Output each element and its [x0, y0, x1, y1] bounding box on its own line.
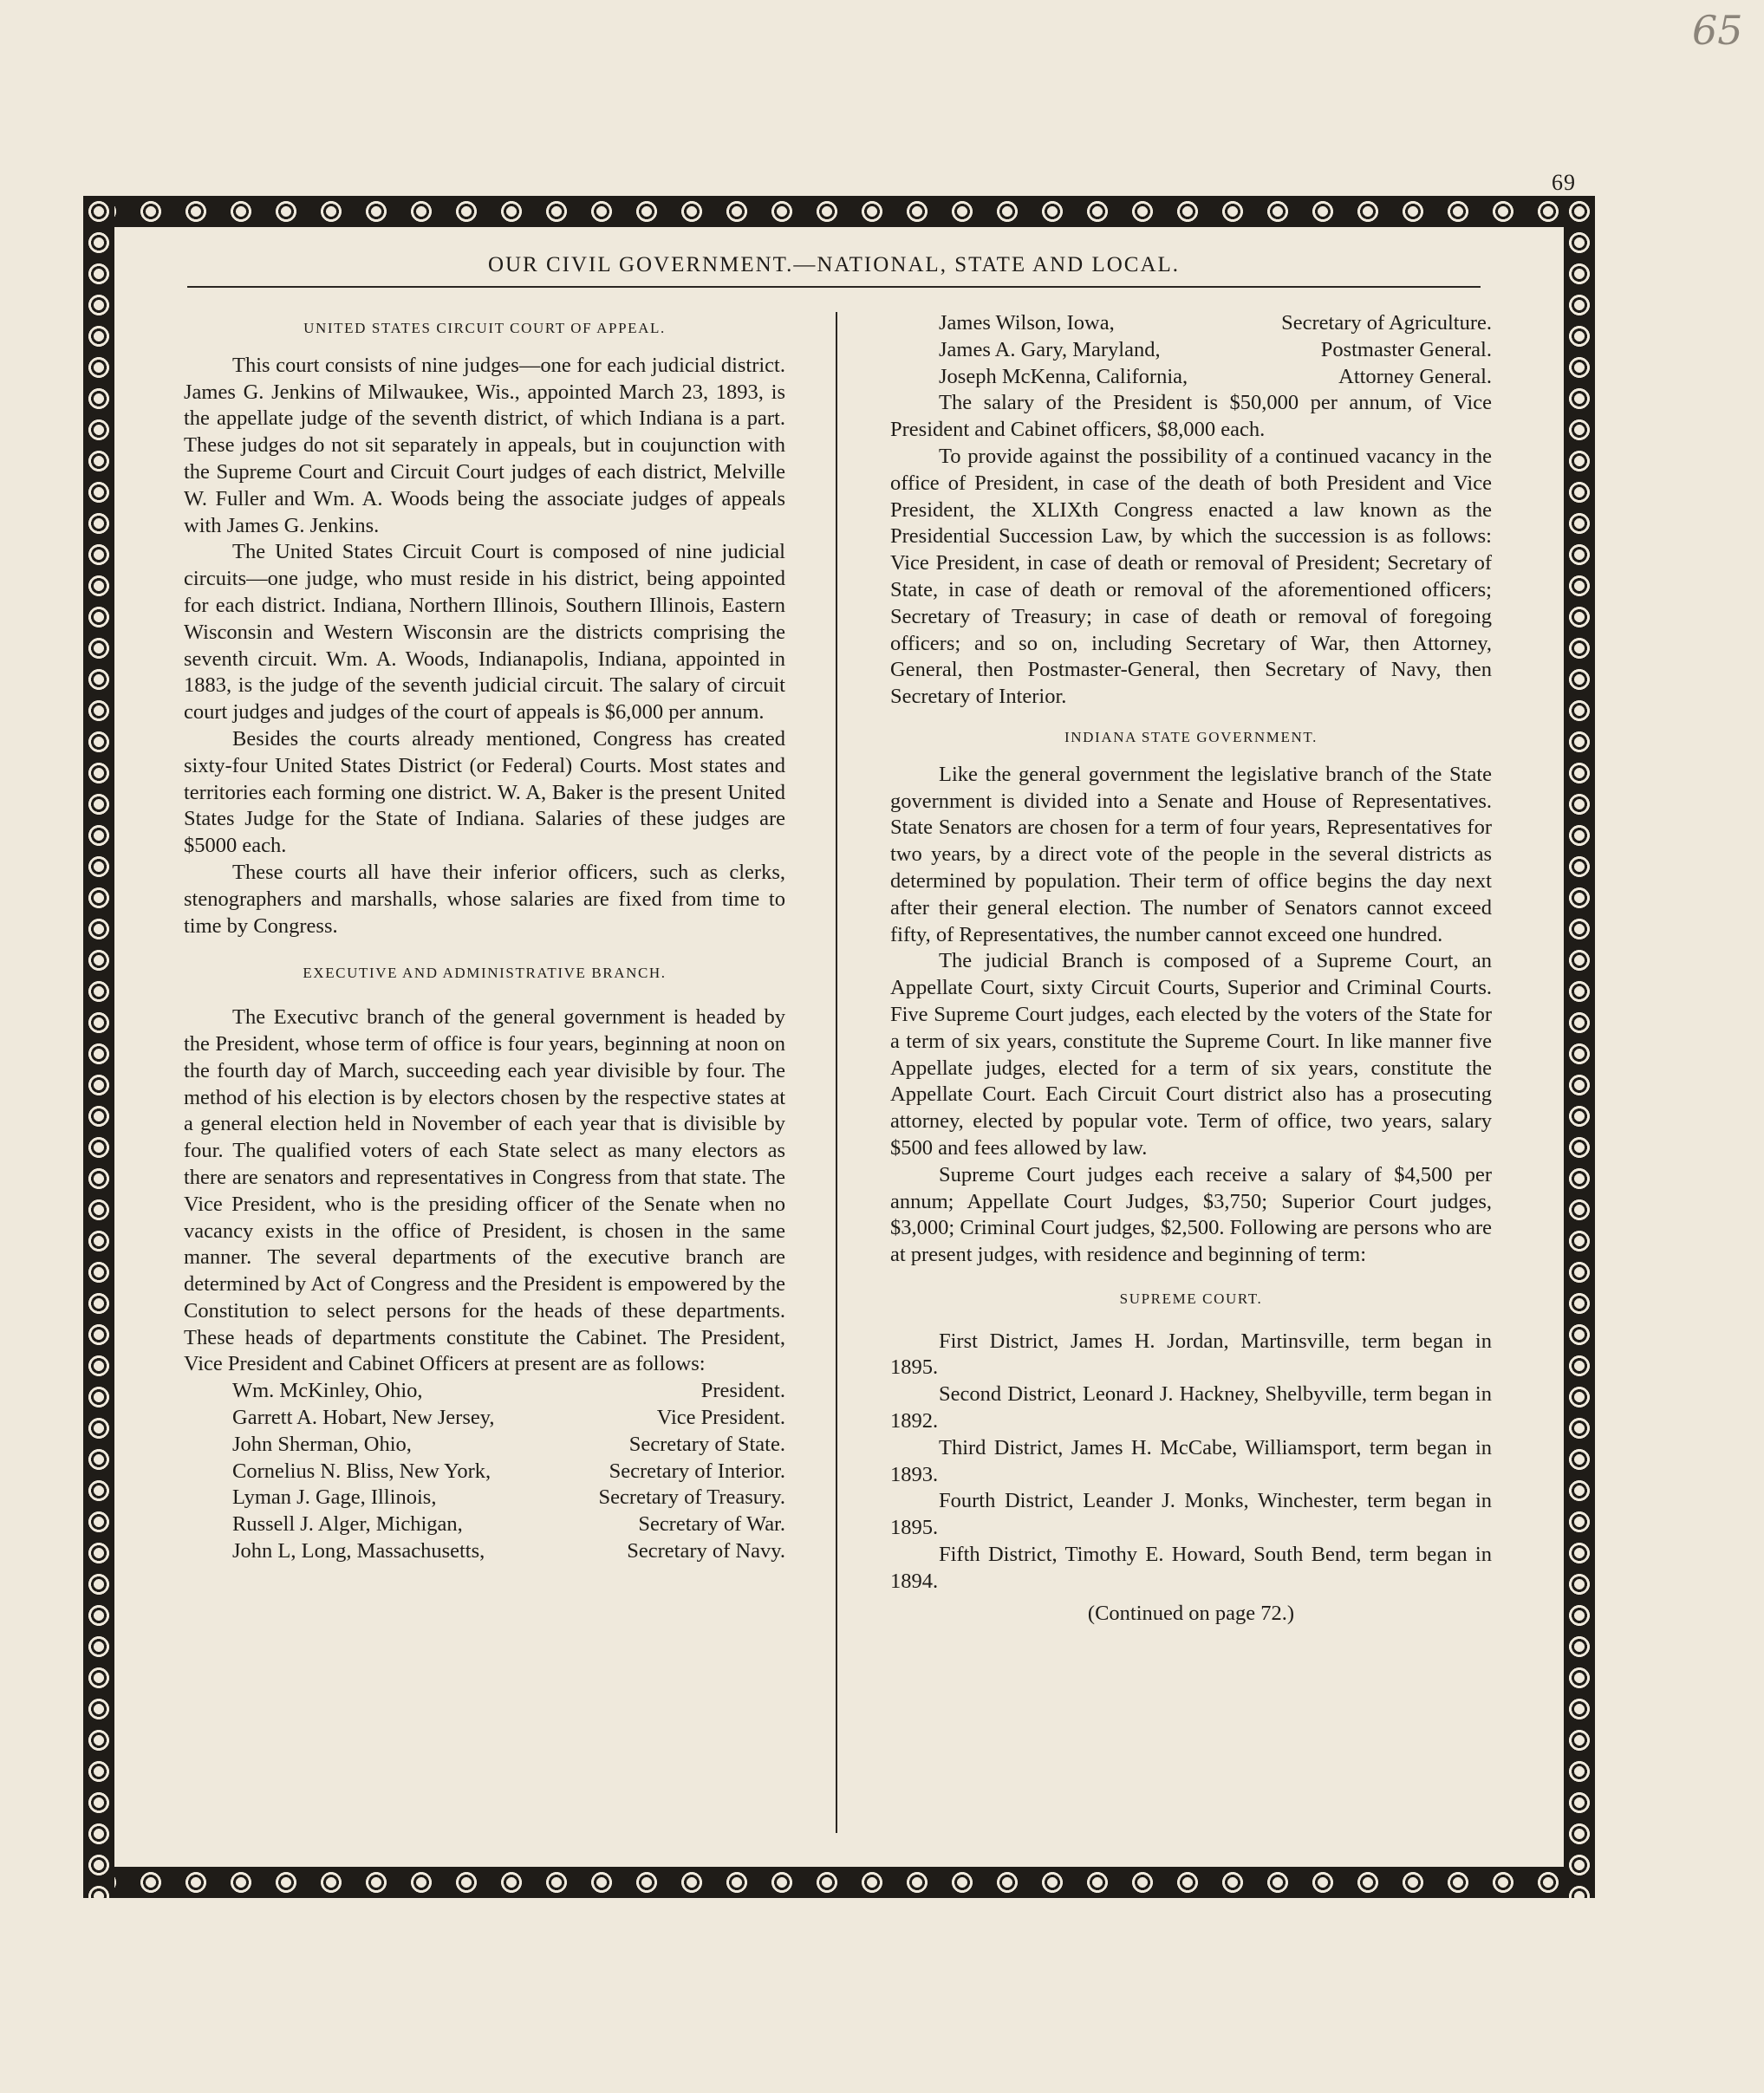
roster-name: James Wilson, Iowa,: [939, 311, 1115, 335]
section-heading-supreme-court: SUPREME COURT.: [1119, 1290, 1263, 1307]
spacer: [184, 998, 785, 1004]
roster-name: James A. Gary, Maryland,: [939, 337, 1161, 361]
paragraph: Fourth District, Leander J. Monks, Winchester, term began in 1895.: [890, 1489, 1492, 1540]
paragraph: Besides the courts already mentioned, Congress has created sixty-four United States District (or Federal) Courts. Most states and territories each forming one district. W. A, Baker is the present United States Judge for the State of Indiana. Salaries of these judges are $5000 each.: [184, 726, 785, 858]
spacer: [890, 1269, 1492, 1281]
roster-office: Attorney General.: [1338, 364, 1492, 388]
roster-office: Secretary of Navy.: [627, 1539, 785, 1563]
roster-name: Wm. McKinley, Ohio,: [232, 1379, 423, 1403]
roster-office: Secretary of Agriculture.: [1281, 311, 1492, 335]
roster-name: Lyman J. Gage, Illinois,: [232, 1485, 437, 1510]
section-heading-circuit-court: UNITED STATES CIRCUIT COURT OF APPEAL.: [303, 320, 666, 336]
ornamental-border-right: [1564, 196, 1595, 1898]
spacer: [184, 939, 785, 955]
paragraph: To provide against the possibility of a continued vacancy in the office of President, in case of the death of both President and Vice President, the XLIXth Congress enacted a law known as the Presidential Succession Law, by which the succession is as follows: Vice President, in case of death or removal of President; Secretary of State, in case of death or removal of the aforementioned officers; Secretary of Treasury; in case of death or removal of foregoing officers; and so on, including Secretary of War, then Attorney, General, then Postmaster-General, then Secretary of Navy, then Secretary of Interior.: [890, 444, 1492, 709]
roster-row: [184, 1459, 785, 1485]
cabinet-roster-continued: [890, 310, 1492, 390]
roster-name: John Sherman, Ohio,: [232, 1432, 412, 1456]
roster-office: Postmaster General.: [1320, 337, 1492, 361]
roster-name: Russell J. Alger, Michigan,: [232, 1512, 463, 1537]
roster-name: Garrett A. Hobart, New Jersey,: [232, 1406, 495, 1430]
cabinet-roster: [184, 1378, 785, 1565]
roster-row: [184, 1485, 785, 1511]
column-divider: [836, 312, 837, 1833]
roster-row: [890, 364, 1492, 391]
roster-office: President.: [700, 1379, 785, 1403]
roster-office: Vice President.: [656, 1406, 785, 1430]
paragraph: First District, James H. Jordan, Martinsville, term began in 1895.: [890, 1329, 1492, 1380]
section-heading-executive: EXECUTIVE AND ADMINISTRATIVE BRANCH.: [303, 965, 667, 982]
paragraph: Second District, Leonard J. Hackney, Shelbyville, term began in 1892.: [890, 1382, 1492, 1433]
paragraph: Like the general government the legislative branch of the State government is divided into a Senate and House of Representatives. State Senators are chosen for a term of four years, Representatives for two years, by a direct vote of the people in the several districts as determined by population. Their term of office begins the day next after their general election. The number of Senators cannot exceed fifty, of Representatives, the number cannot exceed one hundred.: [890, 762, 1492, 946]
roster-name: Cornelius N. Bliss, New York,: [232, 1459, 491, 1483]
ornamental-border-bottom: [83, 1867, 1595, 1898]
roster-name: John L, Long, Massachusetts,: [232, 1539, 485, 1563]
continued-note: (Continued on page 72.): [1087, 1601, 1295, 1625]
roster-row: [184, 1538, 785, 1565]
page-number: 69: [1552, 170, 1576, 195]
roster-row: [184, 1378, 785, 1405]
roster-row: [184, 1432, 785, 1459]
section-heading-indiana: INDIANA STATE GOVERNMENT.: [1064, 728, 1318, 745]
ornamental-border-top: [83, 196, 1595, 227]
paragraph: The salary of the President is $50,000 per annum, of Vice President and Cabinet officers, $8,000 each.: [890, 391, 1492, 442]
roster-row: [890, 337, 1492, 364]
paragraph: Third District, James H. McCabe, Williamsport, term began in 1893.: [890, 1435, 1492, 1486]
paragraph: The judicial Branch is composed of a Supreme Court, an Appellate Court, sixty Circuit Courts, Superior and Criminal Courts. Five Supreme Court judges, each elected by the voters of the State for a term of six years, constitute the Supreme Court. In like manner five Appellate judges, elected for a term of six years, constitute the Appellate Court. Each Circuit Court district also has a prosecuting attorney, elected by popular vote. Term of office, two years, salary $500 and fees allowed by law.: [890, 949, 1492, 1160]
roster-office: Secretary of State.: [628, 1432, 785, 1456]
running-head: OUR CIVIL GOVERNMENT.—NATIONAL, STATE AND LOCAL.: [187, 253, 1481, 288]
roster-row: [184, 1511, 785, 1538]
roster-name: Joseph McKenna, California,: [939, 364, 1188, 388]
page-corner-note: 65: [1692, 7, 1743, 54]
paragraph: The United States Circuit Court is composed of nine judicial circuits—one judge, who must reside in his district, being appointed for each district. Indiana, Northern Illinois, Southern Illinois, Eastern Wisconsin and Western Wisconsin are the districts comprising the seventh circuit. Wm. A. Woods, Indianapolis, Indiana, appointed in 1883, is the judge of the seventh judicial circuit. The salary of circuit court judges and judges of the court of appeals is $6,000 per annum.: [184, 540, 785, 725]
roster-row: [184, 1405, 785, 1432]
paragraph: This court consists of nine judges—one for each judicial district. James G. Jenkins of Milwaukee, Wis., appointed March 23, 1893, is the appellate judge of the seventh district, of which Indiana is a part. These judges do not sit separately in appeals, but in coujunction with the Supreme Court and Circuit Court judges of each district, Melville W. Fuller and Wm. A. Woods being the associate judges of appeals with James G. Jenkins.: [184, 353, 785, 537]
left-column: [184, 310, 785, 1565]
paragraph: The Executivc branch of the general government is headed by the President, whose term of office is four years, beginning at noon on the fourth day of March, succeeding each year divisible by four. The method of his election is by electors chosen by the respective states at a general election held in November of each year that is divisible by four. The qualified voters of each State select as many electors as there are senators and representatives in Congress from that state. The Vice President, who is the presiding officer of the Senate when no vacancy exists in the office of President, is chosen in the same manner. The several departments of the executive branch are determined by Act of Congress and the President is empowered by the Constitution to select persons for the heads of these departments. These heads of departments constitute the Cabinet. The President, Vice President and Cabinet Officers at present are as follows:: [184, 1005, 785, 1376]
right-column: [890, 310, 1492, 1627]
paragraph: These courts all have their inferior officers, such as clerks, stenographers and marshalls, whose salaries are fixed from time to time by Congress.: [184, 860, 785, 938]
paragraph: Fifth District, Timothy E. Howard, South Bend, term began in 1894.: [890, 1543, 1492, 1593]
roster-office: Secretary of Interior.: [609, 1459, 785, 1483]
roster-office: Secretary of War.: [638, 1512, 785, 1537]
ornamental-border-left: [83, 196, 114, 1898]
roster-office: Secretary of Treasury.: [598, 1485, 785, 1510]
roster-row: [890, 310, 1492, 337]
spacer: [890, 711, 1492, 719]
paragraph: Supreme Court judges each receive a salary of $4,500 per annum; Appellate Court Judges, $3,750; Superior Court judges, $3,000; Criminal Court judges, $2,500. Following are persons who are at present judges, with residence and beginning of term:: [890, 1162, 1492, 1267]
